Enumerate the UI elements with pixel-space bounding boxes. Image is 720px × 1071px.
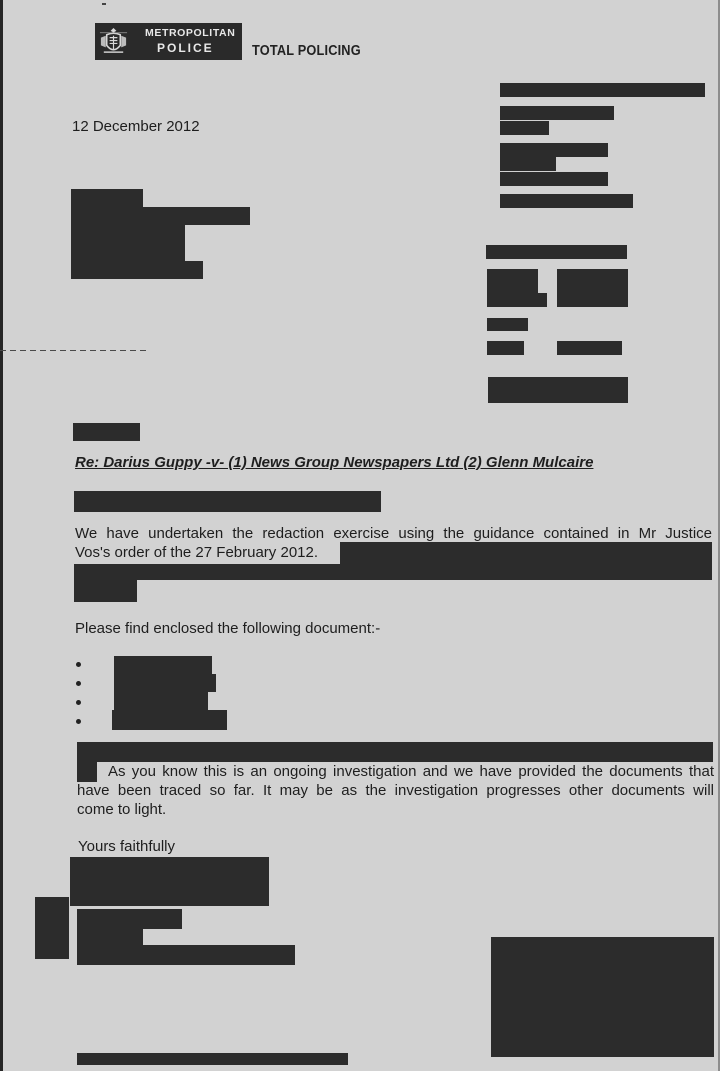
redaction-block <box>77 742 713 762</box>
redaction-block <box>77 929 143 945</box>
redaction-block <box>487 341 524 355</box>
bullet-icon <box>76 719 81 724</box>
scan-speck <box>102 3 106 5</box>
redaction-block <box>71 207 250 225</box>
paragraph-3-line-1: As you know this is an ongoing investigation and we have provided the documents that <box>108 763 714 780</box>
redaction-block <box>487 269 538 293</box>
redaction-block <box>74 491 381 512</box>
redaction-block <box>74 564 712 580</box>
redaction-block <box>500 83 705 97</box>
redaction-block <box>557 269 628 307</box>
redaction-block <box>74 580 137 602</box>
redaction-block <box>77 1053 348 1065</box>
redaction-block <box>500 194 633 208</box>
enclosure-item-redacted <box>114 692 208 710</box>
redaction-block <box>500 172 608 186</box>
closing-salutation: Yours faithfully <box>78 838 176 855</box>
letter-date: 12 December 2012 <box>72 118 200 135</box>
bullet-icon <box>76 681 81 686</box>
redaction-block <box>487 293 547 307</box>
met-police-logo <box>95 23 242 60</box>
letterhead-tagline: TOTAL POLICING <box>252 43 361 59</box>
redaction-block <box>73 423 140 441</box>
bullet-icon <box>76 662 81 667</box>
paragraph-3-line-3: come to light. <box>77 801 167 818</box>
redaction-block <box>486 245 627 259</box>
letter-subject: Re: Darius Guppy -v- (1) News Group Newspapers Ltd (2) Glenn Mulcaire <box>75 454 594 471</box>
enclosure-item-redacted <box>114 674 216 692</box>
redaction-block <box>500 121 549 135</box>
bullet-icon <box>76 700 81 705</box>
redaction-block <box>500 106 614 120</box>
paragraph-3-line-2: have been traced so far. It may be as the investigation progresses other documents will <box>77 782 714 799</box>
scan-artifact-line <box>0 350 150 351</box>
redaction-block <box>71 225 185 261</box>
redaction-block <box>557 341 622 355</box>
signature-redacted <box>70 857 269 906</box>
paragraph-2: Please find enclosed the following document:- <box>75 620 381 637</box>
enclosure-item-redacted <box>114 656 212 674</box>
redaction-block <box>35 897 69 959</box>
logo-text-police: POLICE <box>157 41 214 55</box>
redaction-block <box>491 937 714 1057</box>
redaction-block <box>500 143 608 157</box>
paragraph-1-line-1: We have undertaken the redaction exercise using the guidance contained in Mr Justice <box>75 525 712 542</box>
redaction-block <box>71 189 143 207</box>
paragraph-1-line-2: Vos's order of the 27 February 2012. <box>75 544 319 561</box>
enclosure-item-redacted <box>112 710 227 730</box>
redaction-block <box>340 542 712 564</box>
redaction-block <box>77 945 295 965</box>
crest-icon <box>98 26 129 57</box>
redaction-block <box>488 377 628 403</box>
redaction-block <box>487 318 528 331</box>
redaction-block <box>71 261 203 279</box>
redaction-block <box>77 909 182 929</box>
scan-edge-left <box>0 0 3 1071</box>
redaction-block <box>500 157 556 171</box>
redaction-block <box>77 762 97 782</box>
logo-text-metropolitan: METROPOLITAN <box>145 27 236 39</box>
